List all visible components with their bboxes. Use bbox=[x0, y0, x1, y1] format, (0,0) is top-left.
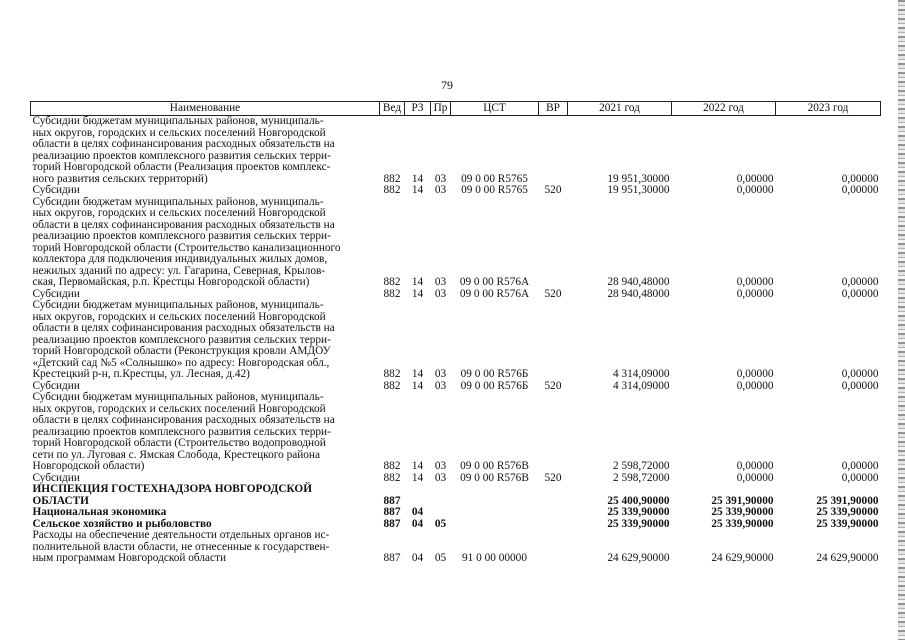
cell-name: Субсидии бюджетам муниципальных районов, муниципаль- ных округов, городских и сельских поселений Новгородской области в целях софинансирования расходных обязательств на реализацию проектов комплексного развития сельских терри- торий Новгородской области (Реконструкция кровли АМДОУ «Детский сад №5 «Солнышко» по адресу: Новгородская обл., Крестецкий р-н, п.Крестцы, ул. Лесная, д.42) bbox=[32, 299, 335, 380]
cell-vr bbox=[539, 530, 568, 565]
cell-ved: 882 bbox=[383, 471, 401, 484]
cell-cst: 09 0 00 R5765 bbox=[461, 172, 528, 185]
cell-ved: 882 bbox=[383, 172, 401, 185]
cell-y2023: 0,00000 bbox=[841, 460, 879, 472]
cell-name: Субсидии бюджетам муниципальных районов, муниципаль- ных округов, городских и сельских поселений Новгородской области в целях софинансирования расходных обязательств на реализацию проектов комплексного развития сельских терри- торий Новгородской области (Строительство водопроводной сети по ул. Луговая с. Ямская Слобода, Крестецкого района Новгородской области) bbox=[32, 391, 335, 472]
cell-y2022: 0,00000 bbox=[736, 460, 774, 472]
cell-y2021: 25 400,90000 bbox=[607, 494, 670, 507]
cell-y2023: 0,00000 bbox=[841, 379, 879, 392]
cell-y2022: 0,00000 bbox=[736, 172, 774, 185]
cell-vr bbox=[539, 197, 568, 289]
cell-cst: 09 0 00 R576Б bbox=[460, 379, 529, 392]
cell-pr: 03 bbox=[434, 460, 447, 472]
cell-cst bbox=[451, 484, 539, 507]
cell-pr: 03 bbox=[434, 276, 447, 288]
cell-y2023: 25 339,90000 bbox=[816, 506, 879, 518]
cell-y2023: 0,00000 bbox=[841, 471, 879, 484]
cell-rz: 04 bbox=[411, 552, 424, 564]
cell-rz: 14 bbox=[411, 460, 424, 472]
cell-rz: 14 bbox=[411, 471, 424, 484]
cell-cst: 09 0 00 R576A bbox=[459, 276, 530, 288]
cell-name: Сельское хозяйство и рыболовство bbox=[32, 517, 212, 530]
cell-y2022: 0,00000 bbox=[736, 276, 774, 288]
table-row bbox=[31, 507, 881, 519]
cell-name: Субсидии бюджетам муниципальных районов, муниципаль- ных округов, городских и сельских поселений Новгородской области в целях софинансирования расходных обязательств на реализацию проектов комплексного развития сельских терри- торий Новгородской области (Реализация проектов комплекс- ного развития сельских территорий) bbox=[32, 115, 335, 185]
cell-ved: 887 bbox=[383, 494, 401, 507]
cell-pr bbox=[431, 507, 451, 519]
cell-cst: 09 0 00 R576В bbox=[460, 460, 529, 472]
cell-y2023: 25 339,90000 bbox=[816, 517, 879, 530]
cell-pr: 05 bbox=[434, 517, 447, 530]
budget-table bbox=[30, 101, 881, 565]
cell-y2021: 28 940,48000 bbox=[607, 287, 670, 300]
cell-name: Субсидии bbox=[32, 471, 80, 484]
cell-y2022: 0,00000 bbox=[736, 379, 774, 392]
col-header-cst: ЦСТ bbox=[451, 102, 539, 116]
cell-name: Субсидии bbox=[32, 184, 80, 196]
table-row bbox=[31, 116, 881, 186]
cell-ved: 887 bbox=[383, 552, 401, 564]
col-header-vr: ВР bbox=[539, 102, 568, 116]
col-header-name: Наименование bbox=[31, 102, 380, 116]
cell-pr: 03 bbox=[434, 379, 447, 392]
cell-rz: 04 bbox=[411, 506, 424, 518]
cell-cst: 09 0 00 R576В bbox=[460, 471, 529, 484]
col-header-rz: РЗ bbox=[405, 102, 431, 116]
cell-ved: 882 bbox=[383, 368, 401, 380]
cell-pr: 03 bbox=[434, 287, 447, 300]
cell-name: Расходы на обеспечение деятельности отдельных органов ис- полнительной власти области, не отнесенные к государствен- ным программам Новгородской области bbox=[32, 529, 330, 564]
cell-name: ИНСПЕКЦИЯ ГОСТЕХНАДЗОРА НОВГОРОДСКОЙ ОБЛАСТИ bbox=[32, 483, 312, 507]
cell-y2022: 0,00000 bbox=[736, 287, 774, 300]
cell-cst bbox=[451, 507, 539, 519]
cell-ved: 882 bbox=[383, 287, 401, 300]
cell-pr: 03 bbox=[434, 471, 447, 484]
cell-y2023: 0,00000 bbox=[841, 276, 879, 288]
cell-y2023: 0,00000 bbox=[841, 172, 879, 185]
cell-pr bbox=[431, 484, 451, 507]
cell-rz bbox=[405, 484, 431, 507]
cell-rz: 14 bbox=[411, 368, 424, 380]
cell-y2021: 4 314,09000 bbox=[613, 379, 670, 392]
table-row bbox=[31, 530, 881, 565]
table-row bbox=[31, 484, 881, 507]
cell-ved: 887 bbox=[383, 506, 401, 518]
page-number: 79 bbox=[441, 78, 453, 92]
col-header-2022: 2022 год bbox=[672, 102, 776, 116]
cell-vr: 520 bbox=[544, 471, 562, 484]
cell-ved: 882 bbox=[383, 379, 401, 392]
cell-rz: 14 bbox=[411, 184, 424, 196]
cell-rz: 14 bbox=[411, 276, 424, 288]
table-row bbox=[31, 185, 881, 197]
cell-y2021: 25 339,90000 bbox=[607, 517, 670, 530]
table-row bbox=[31, 197, 881, 289]
cell-cst: 09 0 00 R576Б bbox=[460, 368, 529, 380]
cell-y2022: 25 339,90000 bbox=[711, 506, 774, 518]
col-header-2021: 2021 год bbox=[568, 102, 672, 116]
cell-vr bbox=[539, 507, 568, 519]
cell-vr bbox=[539, 519, 568, 531]
cell-rz: 04 bbox=[411, 517, 424, 530]
col-header-2023: 2023 год bbox=[776, 102, 881, 116]
cell-name: Субсидии bbox=[32, 379, 80, 392]
cell-rz: 14 bbox=[411, 287, 424, 300]
cell-cst: 09 0 00 R576A bbox=[459, 287, 530, 300]
cell-y2021: 2 598,72000 bbox=[613, 460, 670, 472]
cell-cst: 91 0 00 00000 bbox=[462, 552, 527, 564]
cell-vr bbox=[539, 392, 568, 473]
cell-y2023: 0,00000 bbox=[841, 368, 879, 380]
cell-y2022: 0,00000 bbox=[736, 368, 774, 380]
cell-y2023: 0,00000 bbox=[841, 184, 879, 196]
cell-y2023: 25 391,90000 bbox=[816, 494, 879, 507]
cell-y2022: 0,00000 bbox=[736, 471, 774, 484]
cell-cst bbox=[451, 519, 539, 531]
table-row bbox=[31, 300, 881, 381]
cell-cst: 09 0 00 R5765 bbox=[461, 184, 528, 196]
cell-vr bbox=[539, 300, 568, 381]
cell-vr bbox=[539, 484, 568, 507]
cell-y2021: 24 629,90000 bbox=[607, 552, 670, 564]
cell-vr: 520 bbox=[544, 287, 562, 300]
cell-pr: 03 bbox=[434, 172, 447, 185]
cell-pr: 05 bbox=[434, 552, 447, 564]
col-header-ved: Вед bbox=[380, 102, 405, 116]
cell-y2021: 2 598,72000 bbox=[613, 471, 670, 484]
scan-edge bbox=[898, 0, 905, 640]
cell-ved: 882 bbox=[383, 276, 401, 288]
cell-y2021: 19 951,30000 bbox=[607, 172, 670, 185]
cell-name: Национальная экономика bbox=[32, 506, 167, 518]
cell-name: Субсидии бюджетам муниципальных районов, муниципаль- ных округов, городских и сельских поселений Новгородской области в целях софинансирования расходных обязательств на реализацию проектов комплексного развития сельских терри- торий Новгородской области (Строительство канализационного коллектора для подключения индивидуальных жилых домов, нежилых зданий по адресу: ул. Гагарина, Северная, Крылов- ская, Первомайская, р.п. Крестцы Новгородской области) bbox=[32, 195, 341, 288]
cell-y2022: 24 629,90000 bbox=[711, 552, 774, 564]
cell-y2022: 0,00000 bbox=[736, 184, 774, 196]
cell-vr: 520 bbox=[544, 184, 562, 196]
cell-y2021: 25 339,90000 bbox=[607, 506, 670, 518]
cell-y2022: 25 391,90000 bbox=[711, 494, 774, 507]
table-header bbox=[31, 102, 881, 116]
cell-rz: 14 bbox=[411, 379, 424, 392]
cell-pr: 03 bbox=[434, 184, 447, 196]
cell-y2021: 4 314,09000 bbox=[613, 368, 670, 380]
cell-y2021: 19 951,30000 bbox=[607, 184, 670, 196]
cell-vr bbox=[539, 116, 568, 186]
cell-pr: 03 bbox=[434, 368, 447, 380]
cell-ved: 882 bbox=[383, 460, 401, 472]
cell-ved: 882 bbox=[383, 184, 401, 196]
cell-y2023: 24 629,90000 bbox=[816, 552, 879, 564]
cell-vr: 520 bbox=[544, 379, 562, 392]
cell-name: Субсидии bbox=[32, 287, 80, 300]
cell-y2021: 28 940,48000 bbox=[607, 276, 670, 288]
cell-y2023: 0,00000 bbox=[841, 287, 879, 300]
col-header-pr: Пр bbox=[431, 102, 451, 116]
cell-ved: 887 bbox=[383, 517, 401, 530]
cell-y2022: 25 339,90000 bbox=[711, 517, 774, 530]
table-row bbox=[31, 392, 881, 473]
cell-rz: 14 bbox=[411, 172, 424, 185]
